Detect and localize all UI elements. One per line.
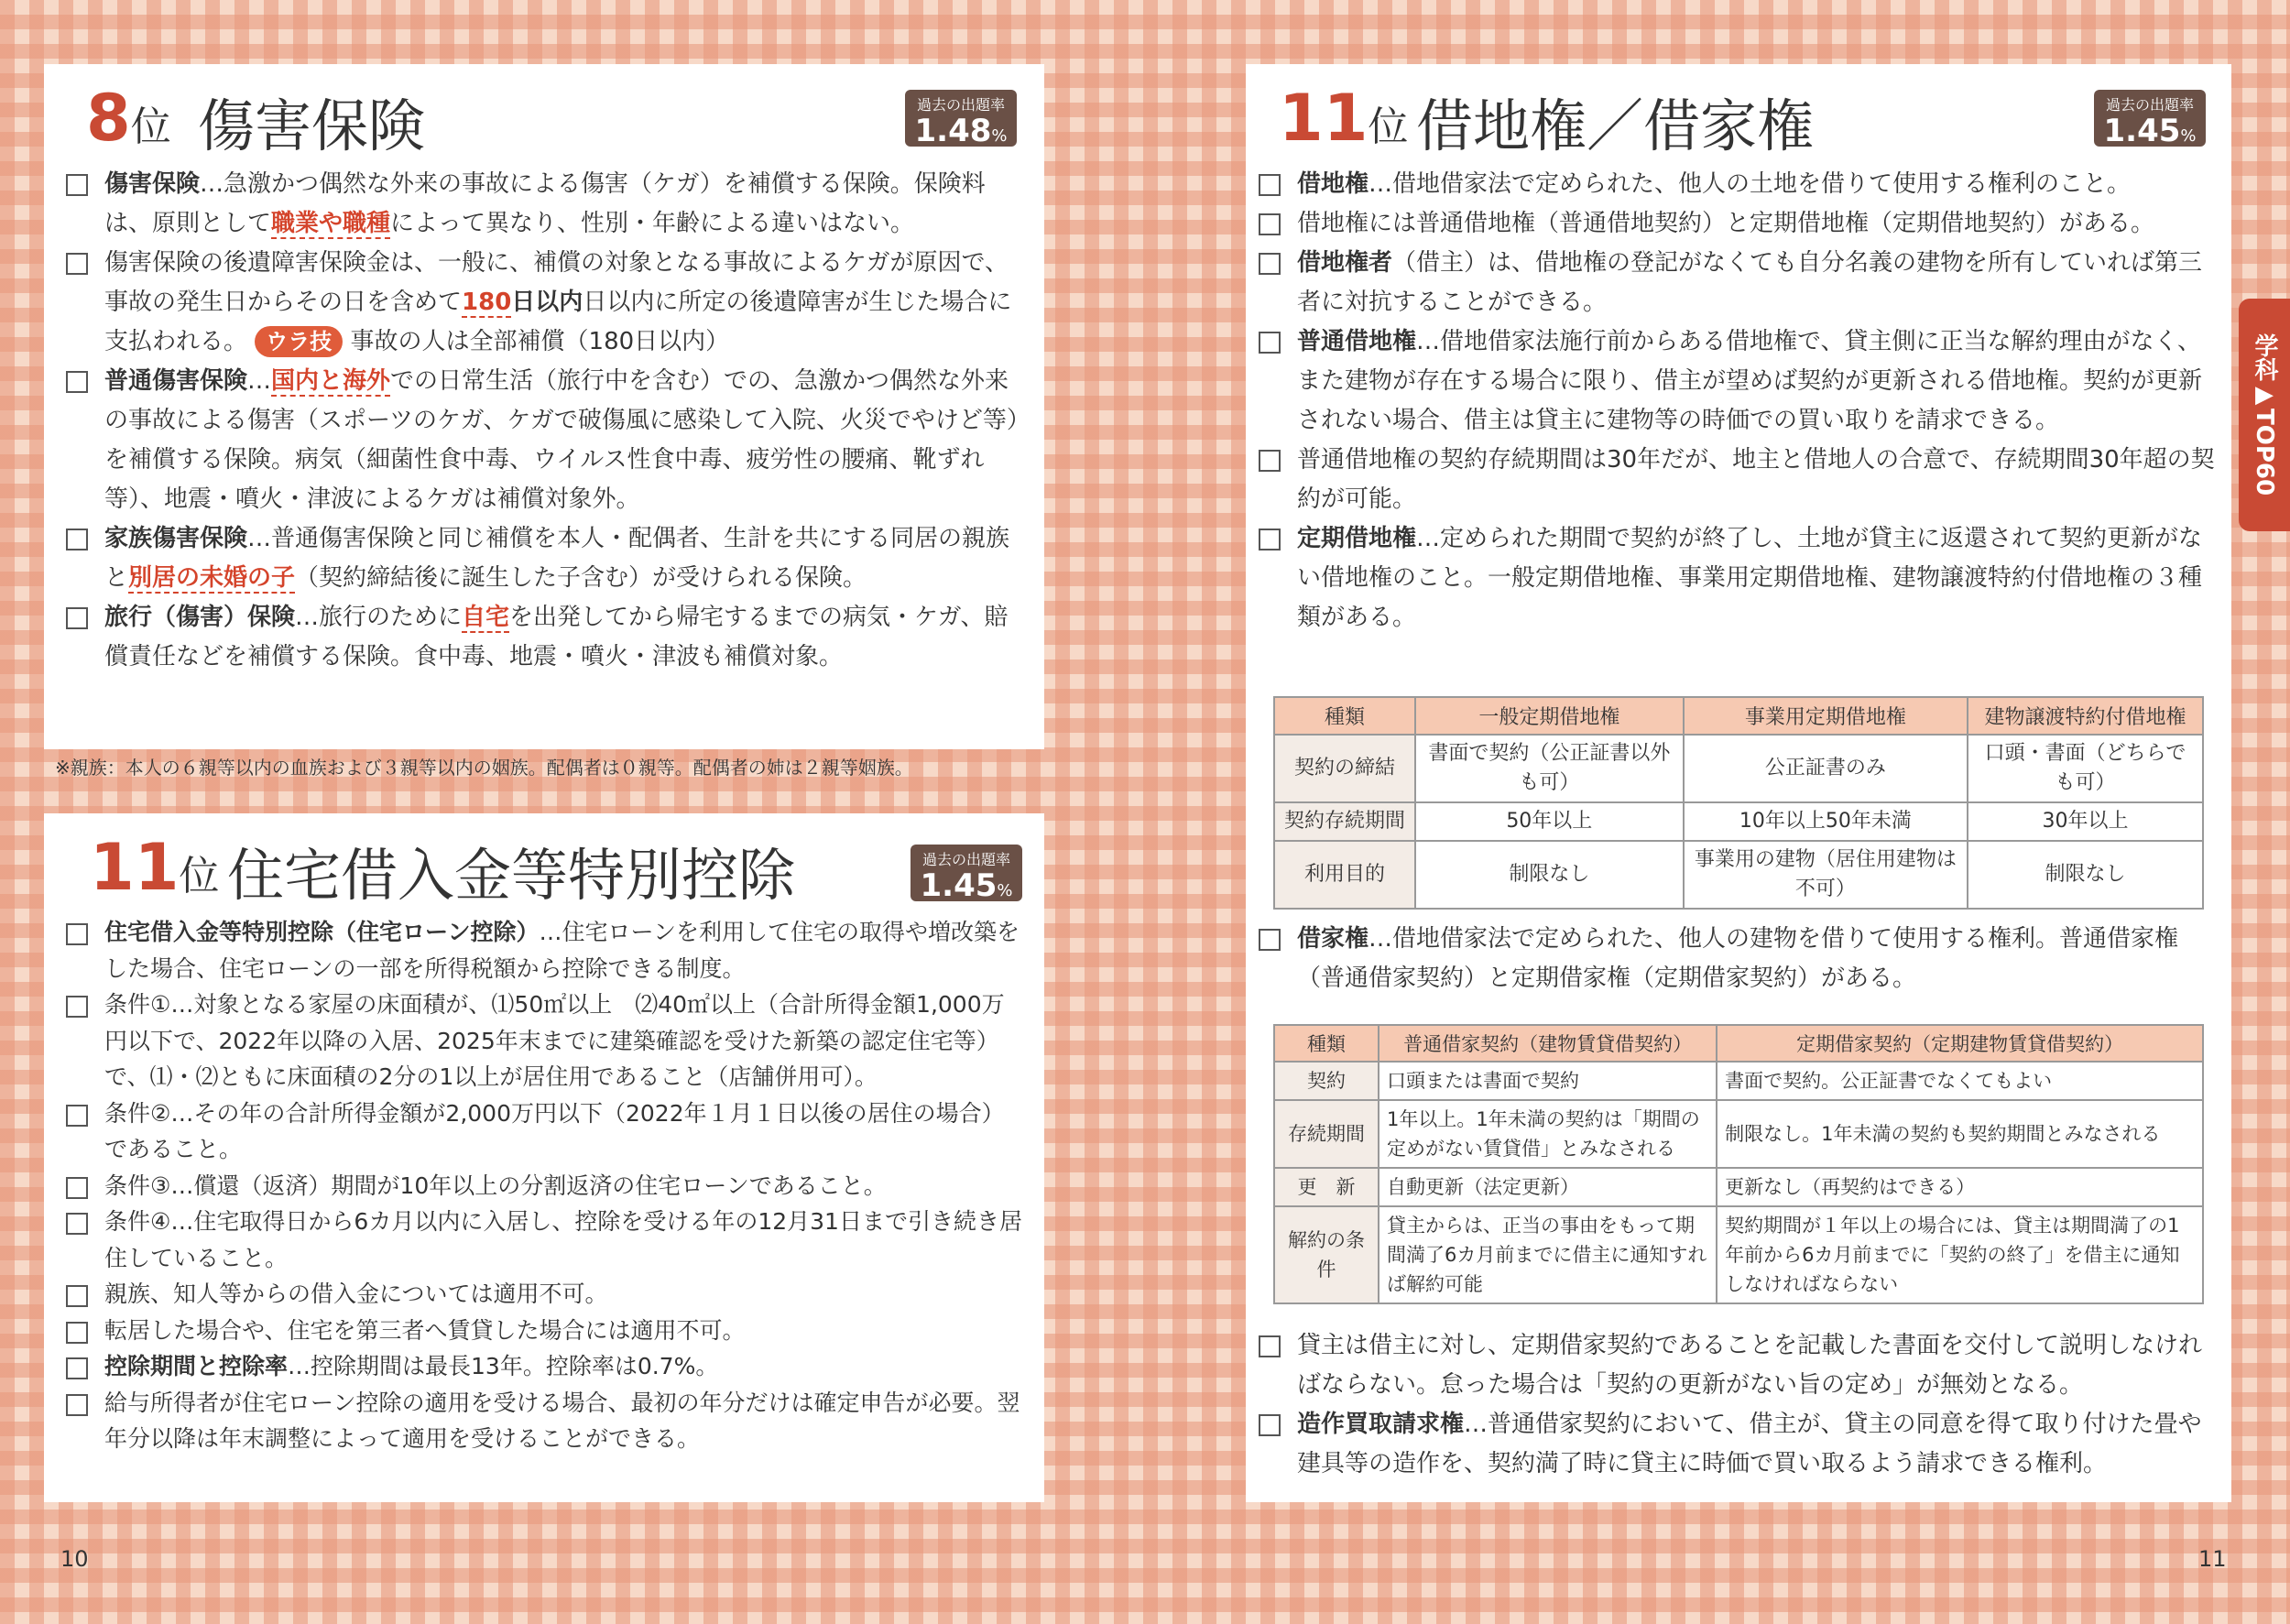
checkbox[interactable] xyxy=(1259,529,1281,550)
list-item xyxy=(1246,322,2219,441)
checkbox[interactable] xyxy=(1259,213,1281,235)
table-row xyxy=(1274,802,2203,841)
page-number: 10 xyxy=(60,1546,89,1572)
table-row xyxy=(1274,841,2203,909)
list-item xyxy=(53,362,1026,519)
table-row xyxy=(1274,1100,2203,1168)
text-fragment: 条件④…住宅取得日から6カ月以内に入居し、控除を受ける年の12月31日まで引き続き居住していること。 xyxy=(104,1208,1022,1271)
section-header xyxy=(44,813,1044,914)
checkbox[interactable] xyxy=(66,1177,88,1199)
table-header: 事業用定期借地権 xyxy=(1684,697,1968,735)
text-fragment: …控除期間は最長13年。控除率は0.7%。 xyxy=(288,1353,719,1379)
text-fragment: によって異なり、性別・年齢による違いはない。 xyxy=(390,210,915,237)
rate-value: 1.45 xyxy=(920,867,998,904)
text-fragment: 職業や職種 xyxy=(271,210,391,237)
list-item xyxy=(53,1095,1026,1168)
list-item xyxy=(53,598,1026,677)
text-fragment: 契約存続期間 xyxy=(1274,802,1415,841)
checkbox[interactable] xyxy=(66,1213,88,1235)
rate-label: 過去の出題率 xyxy=(2105,96,2194,114)
checkbox[interactable] xyxy=(1259,332,1281,354)
list-item xyxy=(1246,244,2219,322)
rank xyxy=(90,830,219,905)
rate-badge xyxy=(905,90,1017,147)
list-item xyxy=(1246,920,2219,998)
list-item xyxy=(1246,1405,2219,1484)
text-fragment: 書面で契約（公正証書以外も可） xyxy=(1415,735,1684,802)
rank xyxy=(1279,81,1408,156)
ura-waza-text: 事故の人は全部補償（180日以内） xyxy=(350,328,730,355)
text-fragment: 貸主からは、正当の事由をもって期間満了6カ月前までに借主に通知すれば解約可能 xyxy=(1379,1206,1717,1303)
text-fragment: 180 xyxy=(462,289,512,316)
rate-badge xyxy=(911,845,1022,904)
text-fragment: 30年以上 xyxy=(1968,802,2203,841)
rate-label: 過去の出題率 xyxy=(916,96,1005,114)
table-row xyxy=(1274,1206,2203,1303)
text-fragment: 条件②…その年の合計所得金額が2,000万円以下（2022年１月１日以後の居住の場合）であること。 xyxy=(104,1099,1005,1162)
table-header: 定期借家契約（定期建物賃貸借契約） xyxy=(1717,1025,2203,1062)
table-row xyxy=(1274,735,2203,802)
list-item xyxy=(53,1204,1026,1276)
rank-number: 8 xyxy=(86,81,131,156)
checkbox[interactable] xyxy=(1259,1335,1281,1357)
text-fragment: 更 新 xyxy=(1274,1168,1379,1206)
list-item xyxy=(1246,1326,2219,1405)
list-item: 傷害保険の後遺障害保険金は、一般に、補償の対象となる事故によるケガが原因で、事故の発生日からその日を含めて180日以内日以内に所定の後遺障害が生じた場合に支払われる。 ウラ技 事故の人は全部補償（180日以内） xyxy=(53,244,1026,362)
text-fragment: …借地借家法で定められた、他人の土地を借りて使用する権利のこと。 xyxy=(1369,170,2132,198)
rank-suffix: 位 xyxy=(179,853,220,899)
text-fragment: …普通借家契約において、借主が、貸主の同意を得て取り付けた畳や建具等の造作を、契約満了時に貸主に時価で買い取るよう請求できる権利。 xyxy=(1297,1411,2202,1477)
text-fragment: 造作買取請求権 xyxy=(1297,1411,1465,1438)
list-item xyxy=(1246,441,2219,519)
checkbox[interactable] xyxy=(66,174,88,196)
checkbox[interactable] xyxy=(66,923,88,945)
rate-unit: % xyxy=(2180,126,2197,146)
table-header: 一般定期借地権 xyxy=(1415,697,1684,735)
text-fragment: 10年以上50年未満 xyxy=(1684,802,1968,841)
rate-label: 過去の出題率 xyxy=(921,851,1010,868)
text-fragment: 契約 xyxy=(1274,1062,1379,1100)
rate-value: 1.45 xyxy=(2103,113,2181,149)
text-fragment: …住宅ローンを利用して住宅の取得や増改築をした場合、住宅ローンの一部を所得税額から控除できる制度。 xyxy=(104,919,1020,982)
checkbox[interactable] xyxy=(66,253,88,275)
table-row xyxy=(1274,1168,2203,1206)
list-item xyxy=(53,914,1026,986)
text-fragment: （借主）は、借地権の登記がなくても自分名義の建物を所有していれば第三者に対抗することができる。 xyxy=(1297,249,2203,316)
section-title: 借地権／借家権 xyxy=(1416,93,1815,159)
text-fragment: 家族傷害保険 xyxy=(104,525,248,552)
checkbox[interactable] xyxy=(66,1357,88,1379)
text-fragment: 契約の締結 xyxy=(1274,735,1415,802)
table-header: 建物譲渡特約付借地権 xyxy=(1968,697,2203,735)
list-item xyxy=(53,1168,1026,1204)
teiki-shakuchi-table xyxy=(1273,696,2204,910)
text-fragment: 借地権者 xyxy=(1297,249,1393,277)
table-header: 種類 xyxy=(1274,1025,1379,1062)
text-fragment: 自宅 xyxy=(462,604,510,631)
text-fragment: 普通借地権 xyxy=(1297,328,1417,355)
list-item xyxy=(1246,165,2219,204)
table-row xyxy=(1274,1062,2203,1100)
table-header: 普通借家契約（建物賃貸借契約） xyxy=(1379,1025,1717,1062)
checkbox[interactable] xyxy=(1259,174,1281,196)
text-fragment: 更新なし（再契約はできる） xyxy=(1717,1168,2203,1206)
text-fragment: 解約の条件 xyxy=(1274,1206,1379,1303)
rate-unit: % xyxy=(997,881,1013,900)
list-item xyxy=(53,1385,1026,1457)
rate-value: 1.48 xyxy=(914,113,992,149)
page-number: 11 xyxy=(2198,1546,2227,1572)
text-fragment: 定期借地権 xyxy=(1297,525,1417,552)
text-fragment: （契約締結後に誕生した子含む）が受けられる保険。 xyxy=(295,564,867,592)
text-fragment: 制限なし xyxy=(1415,841,1684,909)
text-fragment: 口頭・書面（どちらでも可） xyxy=(1968,735,2203,802)
text-fragment: での日常生活（旅行中を含む）での、急激かつ偶然な外来の事故による傷害（スポーツのケガ、ケガで破傷風に感染して入院、火災でやけど等）を補償する保険。病気（細菌性食中毒、ウイルス性食中毒、疲労性の腰痛、靴ずれ等）、地震・噴火・津波によるケガは補償対象外。 xyxy=(104,367,1019,513)
text-fragment: 借地権には普通借地権（普通借地契約）と定期借地権（定期借地契約）がある。 xyxy=(1297,210,2155,237)
checkbox[interactable] xyxy=(66,371,88,393)
text-fragment: …旅行のために xyxy=(295,604,463,631)
text-fragment: 書面で契約。公正証書でなくてもよい xyxy=(1717,1062,2203,1100)
checkbox[interactable] xyxy=(1259,450,1281,472)
list-item xyxy=(1246,204,2219,244)
footnote: ※親族：本人の６親等以内の血族および３親等以内の姻族。配偶者は０親等。配偶者の姉は２親等姻族。 xyxy=(55,757,913,779)
checkbox[interactable] xyxy=(1259,929,1281,951)
text-fragment: 転居した場合や、住宅を第三者へ賃貸した場合には適用不可。 xyxy=(104,1316,746,1344)
text-fragment: 借地権 xyxy=(1297,170,1369,198)
rank-suffix: 位 xyxy=(130,104,171,150)
text-fragment: 傷害保険の後遺障害保険金は、一般に、補償の対象となる事故によるケガが原因で、事故の発生日からその日を含めて xyxy=(104,249,1009,316)
text-fragment: 住宅借入金等特別控除（住宅ローン控除） xyxy=(104,919,540,945)
text-fragment: を出発してから帰宅するまでの病気・ケガ、賠償責任などを補償する保険。食中毒、地震・噴火・津波も補償対象。 xyxy=(104,604,1009,670)
checkbox[interactable] xyxy=(66,1394,88,1416)
list-item xyxy=(53,1313,1026,1349)
rate-unit: % xyxy=(991,126,1008,146)
section-title: 傷害保険 xyxy=(198,93,426,159)
text-fragment: 自動更新（法定更新） xyxy=(1379,1168,1717,1206)
text-fragment: 傷害保険 xyxy=(104,170,201,198)
text-fragment: 口頭または書面で契約 xyxy=(1379,1062,1717,1100)
list-item xyxy=(53,1348,1026,1385)
shakuya-item-list xyxy=(1246,920,2219,998)
text-fragment: …借地借家法で定められた、他人の建物を借りて使用する権利。普通借家権（普通借家契約）と定期借家権（定期借家契約）がある。 xyxy=(1297,925,2179,992)
side-tab[interactable]: 学科▶TOP60 xyxy=(2239,299,2290,531)
rank-suffix: 位 xyxy=(1368,104,1409,150)
list-item xyxy=(53,1276,1026,1313)
table-header: 種類 xyxy=(1274,697,1415,735)
left-top-panel xyxy=(44,64,1044,749)
list-item xyxy=(53,165,1026,244)
text-fragment: 公正証書のみ xyxy=(1684,735,1968,802)
text-fragment: 制限なし。1年未満の契約も契約期間とみなされる xyxy=(1717,1100,2203,1168)
rank-number: 11 xyxy=(90,830,180,905)
rank xyxy=(86,81,171,156)
text-fragment: … xyxy=(247,367,272,395)
text-fragment: …急激かつ偶然な外来の事故による傷害（ケガ）を補償する保険。保険料は、原則として xyxy=(104,170,986,237)
text-fragment: 普通借地権の契約存続期間は30年だが、地主と借地人の合意で、存続期間30年超の契約が可能。 xyxy=(1297,446,2215,513)
checkbox[interactable] xyxy=(1259,253,1281,275)
text-fragment: 条件①…対象となる家屋の床面積が、⑴50㎡以上 ⑵40㎡以上（合計所得金額1,000万円以下で、2022年以降の入居、2025年末までに建築確認を受けた新築の認定住宅等）で、⑴・⑵ともに床面積の2分の1以上が居住用であること（店舗併用可）。 xyxy=(104,991,1005,1090)
rate-badge xyxy=(2094,90,2206,147)
text-fragment: 日以内に所定の後遺障害が生じた場合に支払われる。 xyxy=(104,289,1012,355)
text-fragment: 1年以上。1年未満の契約は「期間の定めがない賃貸借」とみなされる xyxy=(1379,1100,1717,1168)
text-fragment: 給与所得者が住宅ローン控除の適用を受ける場合、最初の年分だけは確定申告が必要。翌年分以降は年末調整によって適用を受けることができる。 xyxy=(104,1389,1020,1452)
text-fragment: 普通傷害保険 xyxy=(104,367,248,395)
text-fragment: 50年以上 xyxy=(1415,802,1684,841)
item-list xyxy=(44,165,1044,677)
text-fragment: 条件③…償還（返済）期間が10年以上の分割返済の住宅ローンであること。 xyxy=(104,1172,887,1199)
checkbox[interactable] xyxy=(66,1105,88,1127)
text-fragment: …普通傷害保険と同じ補償を本人・配偶者、生計を共にする同居の親族と xyxy=(104,525,1010,592)
text-fragment: 契約期間が１年以上の場合には、貸主は期間満了の1年前から6カ月前までに「契約の終了」を借主に通知しなければならない xyxy=(1717,1206,2203,1303)
checkbox[interactable] xyxy=(66,996,88,1018)
text-fragment: 事業用の建物（居住用建物は不可） xyxy=(1684,841,1968,909)
ura-waza-badge: ウラ技 xyxy=(255,326,343,357)
left-bottom-panel xyxy=(44,813,1044,1502)
text-fragment: 別居の未婚の子 xyxy=(128,564,296,592)
bottom-item-list xyxy=(1246,1326,2219,1484)
item-list xyxy=(44,914,1044,1457)
checkbox[interactable] xyxy=(66,529,88,550)
list-item xyxy=(1246,519,2219,638)
checkbox[interactable] xyxy=(1259,1414,1281,1436)
checkbox[interactable] xyxy=(66,607,88,629)
item-list xyxy=(1246,165,2231,638)
text-fragment: 旅行（傷害）保険 xyxy=(104,604,296,631)
text-fragment: 制限なし xyxy=(1968,841,2203,909)
text-fragment: 控除期間と控除率 xyxy=(104,1353,289,1379)
text-fragment: …定められた期間で契約が終了し、土地が貸主に返還されて契約更新がない借地権のこと。一般定期借地権、事業用定期借地権、建物譲渡特約付借地権の３種類がある。 xyxy=(1297,525,2203,631)
section-header xyxy=(44,64,1044,165)
section-title: 住宅借入金等特別控除 xyxy=(227,842,796,909)
list-item xyxy=(53,519,1026,598)
text-fragment: 親族、知人等からの借入金については適用不可。 xyxy=(104,1281,608,1307)
list-item xyxy=(53,986,1026,1095)
text-fragment: 借家権 xyxy=(1297,925,1369,953)
section-header xyxy=(1246,64,2231,165)
text-fragment: 存続期間 xyxy=(1274,1100,1379,1168)
shakuya-table xyxy=(1273,1024,2204,1304)
checkbox[interactable] xyxy=(66,1322,88,1344)
text-fragment: …借地借家法施行前からある借地権で、貸主側に正当な解約理由がなく、また建物が存在する場合に限り、借主が望めば契約が更新される借地権。契約が更新されない場合、借主は貸主に建物等の時価での買い取りを請求できる。 xyxy=(1297,328,2203,434)
text-fragment: 国内と海外 xyxy=(271,367,391,395)
text-fragment: 貸主は借主に対し、定期借家契約であることを記載した書面を交付して説明しなければならない。怠った場合は「契約の更新がない旨の定め」が無効となる。 xyxy=(1297,1332,2203,1399)
rank-number: 11 xyxy=(1279,81,1369,156)
text-fragment: 利用目的 xyxy=(1274,841,1415,909)
checkbox[interactable] xyxy=(66,1285,88,1307)
